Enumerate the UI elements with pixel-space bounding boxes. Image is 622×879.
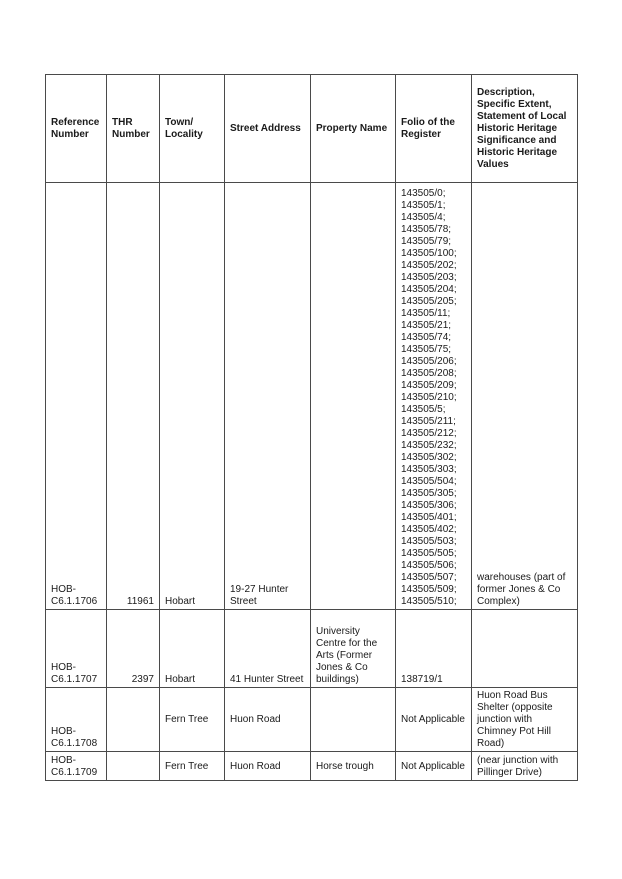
folio-entry: 143505/206;	[401, 356, 457, 367]
folio-entry: 143505/401;	[401, 512, 457, 523]
folio-entry: 138719/1	[401, 674, 443, 685]
folio-entry: 143505/4;	[401, 212, 446, 223]
folio-entry: 143505/205;	[401, 296, 457, 307]
folio-entry: 143505/509;	[401, 584, 457, 595]
col-header-reference-number: Reference Number	[46, 75, 107, 183]
col-header-street-address: Street Address	[225, 75, 311, 183]
cell-street-address: Huon Road	[225, 688, 311, 752]
folio-entry: Not Applicable	[401, 760, 465, 772]
folio-entry: 143505/303;	[401, 464, 457, 475]
cell-thr-number: 11961	[107, 183, 160, 610]
folio-entry: 143505/305;	[401, 488, 457, 499]
cell-thr-number: 2397	[107, 610, 160, 688]
cell-thr-number	[107, 688, 160, 752]
folio-entry: 143505/211;	[401, 416, 456, 427]
folio-entry: 143505/232;	[401, 440, 457, 451]
cell-reference-number: HOB-C6.1.1707	[46, 610, 107, 688]
folio-entry: 143505/302;	[401, 452, 457, 463]
cell-street-address: 19-27 Hunter Street	[225, 183, 311, 610]
cell-reference-number: HOB-C6.1.1706	[46, 183, 107, 610]
cell-folio	[396, 183, 472, 610]
cell-description: warehouses (part of former Jones & Co Complex)	[472, 183, 578, 610]
folio-entry: 143505/78;	[401, 224, 452, 235]
folio-entry: 143505/306;	[401, 500, 457, 511]
cell-folio	[396, 610, 472, 688]
col-header-town-locality: Town/ Locality	[160, 75, 225, 183]
folio-entry: 143505/79;	[401, 236, 452, 247]
folio-entry: 143505/1;	[401, 200, 446, 211]
folio-entry: 143505/203;	[401, 272, 457, 283]
cell-reference-number: HOB-C6.1.1708	[46, 688, 107, 752]
folio-entry: 143505/210;	[401, 392, 457, 403]
heritage-register-table	[45, 74, 578, 781]
folio-entry: 143505/402;	[401, 524, 457, 535]
table-row	[46, 752, 578, 781]
folio-entry: 143505/11;	[401, 308, 451, 319]
cell-town-locality: Hobart	[160, 183, 225, 610]
folio-entry: 143505/21;	[401, 320, 452, 331]
col-header-property-name: Property Name	[311, 75, 396, 183]
col-header-folio: Folio of the Register	[396, 75, 472, 183]
cell-town-locality: Fern Tree	[160, 688, 225, 752]
col-header-description: Description, Specific Extent, Statement of Local Historic Heritage Significance and Historic Heritage Values	[472, 75, 578, 183]
table-row	[46, 183, 578, 610]
table-row	[46, 688, 578, 752]
col-header-thr-number: THR Number	[107, 75, 160, 183]
cell-folio	[396, 752, 472, 781]
folio-entry: 143505/204;	[401, 284, 457, 295]
cell-description: (near junction with Pillinger Drive)	[472, 752, 578, 781]
cell-property-name: Horse trough	[311, 752, 396, 781]
cell-town-locality: Hobart	[160, 610, 225, 688]
cell-description: Huon Road Bus Shelter (opposite junction with Chimney Pot Hill Road)	[472, 688, 578, 752]
folio-entry: 143505/5;	[401, 404, 446, 415]
folio-entry: 143505/208;	[401, 368, 457, 379]
cell-thr-number	[107, 752, 160, 781]
folio-entry: 143505/0;	[401, 188, 446, 199]
cell-town-locality: Fern Tree	[160, 752, 225, 781]
table-row	[46, 610, 578, 688]
cell-property-name	[311, 688, 396, 752]
folio-entry: 143505/507;	[401, 572, 457, 583]
folio-entry: 143505/506;	[401, 560, 457, 571]
folio-entry: 143505/212;	[401, 428, 457, 439]
cell-property-name	[311, 183, 396, 610]
folio-entry: 143505/505;	[401, 548, 457, 559]
folio-entry: 143505/100;	[401, 248, 457, 259]
folio-entry: 143505/74;	[401, 332, 452, 343]
cell-folio	[396, 688, 472, 752]
folio-entry: 143505/202;	[401, 260, 457, 271]
cell-street-address: 41 Hunter Street	[225, 610, 311, 688]
folio-entry: 143505/510;	[401, 596, 457, 607]
folio-entry: 143505/503;	[401, 536, 457, 547]
folio-entry: 143505/75;	[401, 344, 452, 355]
cell-street-address: Huon Road	[225, 752, 311, 781]
cell-description	[472, 610, 578, 688]
folio-entry: 143505/504;	[401, 476, 457, 487]
folio-entry: Not Applicable	[401, 714, 465, 725]
folio-entry: 143505/209;	[401, 380, 457, 391]
table-header-row	[46, 75, 578, 183]
cell-reference-number: HOB-C6.1.1709	[46, 752, 107, 781]
cell-property-name: University Centre for the Arts (Former Jones & Co buildings)	[311, 610, 396, 688]
